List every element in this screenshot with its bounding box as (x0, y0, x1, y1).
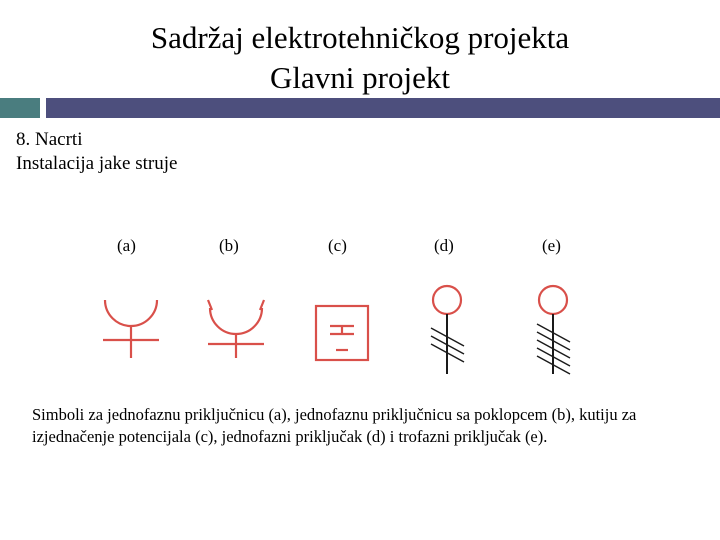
title-line-2: Glavni projekt (270, 60, 450, 95)
title-line-1: Sadržaj elektrotehničkog projekta (150, 20, 570, 55)
title-rule-accent (0, 98, 40, 118)
symbols-caption: Simboli za jednofaznu priključnicu (a), jednofaznu priključnicu sa poklopcem (b), kutiju za izjednačenje potencijala (c), jednofazni priključak (d) i trofazni priključak (e). (32, 405, 637, 446)
symbols-drawing (0, 270, 720, 390)
socket-symbol-b (208, 300, 264, 358)
label-d: (d) (434, 236, 454, 255)
title-rule-bar (46, 98, 720, 118)
socket-symbol-a (103, 300, 159, 358)
label-e: (e) (542, 236, 561, 255)
label-c: (c) (328, 236, 347, 255)
label-b: (b) (219, 236, 239, 255)
label-a: (a) (117, 236, 136, 255)
three-phase-connection-symbol (537, 286, 570, 374)
equipotential-box-symbol (316, 306, 368, 360)
section-heading (16, 128, 177, 176)
heading-line-1: 8. Nacrti (16, 129, 83, 150)
slide-title (0, 18, 720, 98)
single-phase-connection-symbol (431, 286, 464, 374)
heading-line-2: Instalacija jake struje (16, 153, 178, 174)
